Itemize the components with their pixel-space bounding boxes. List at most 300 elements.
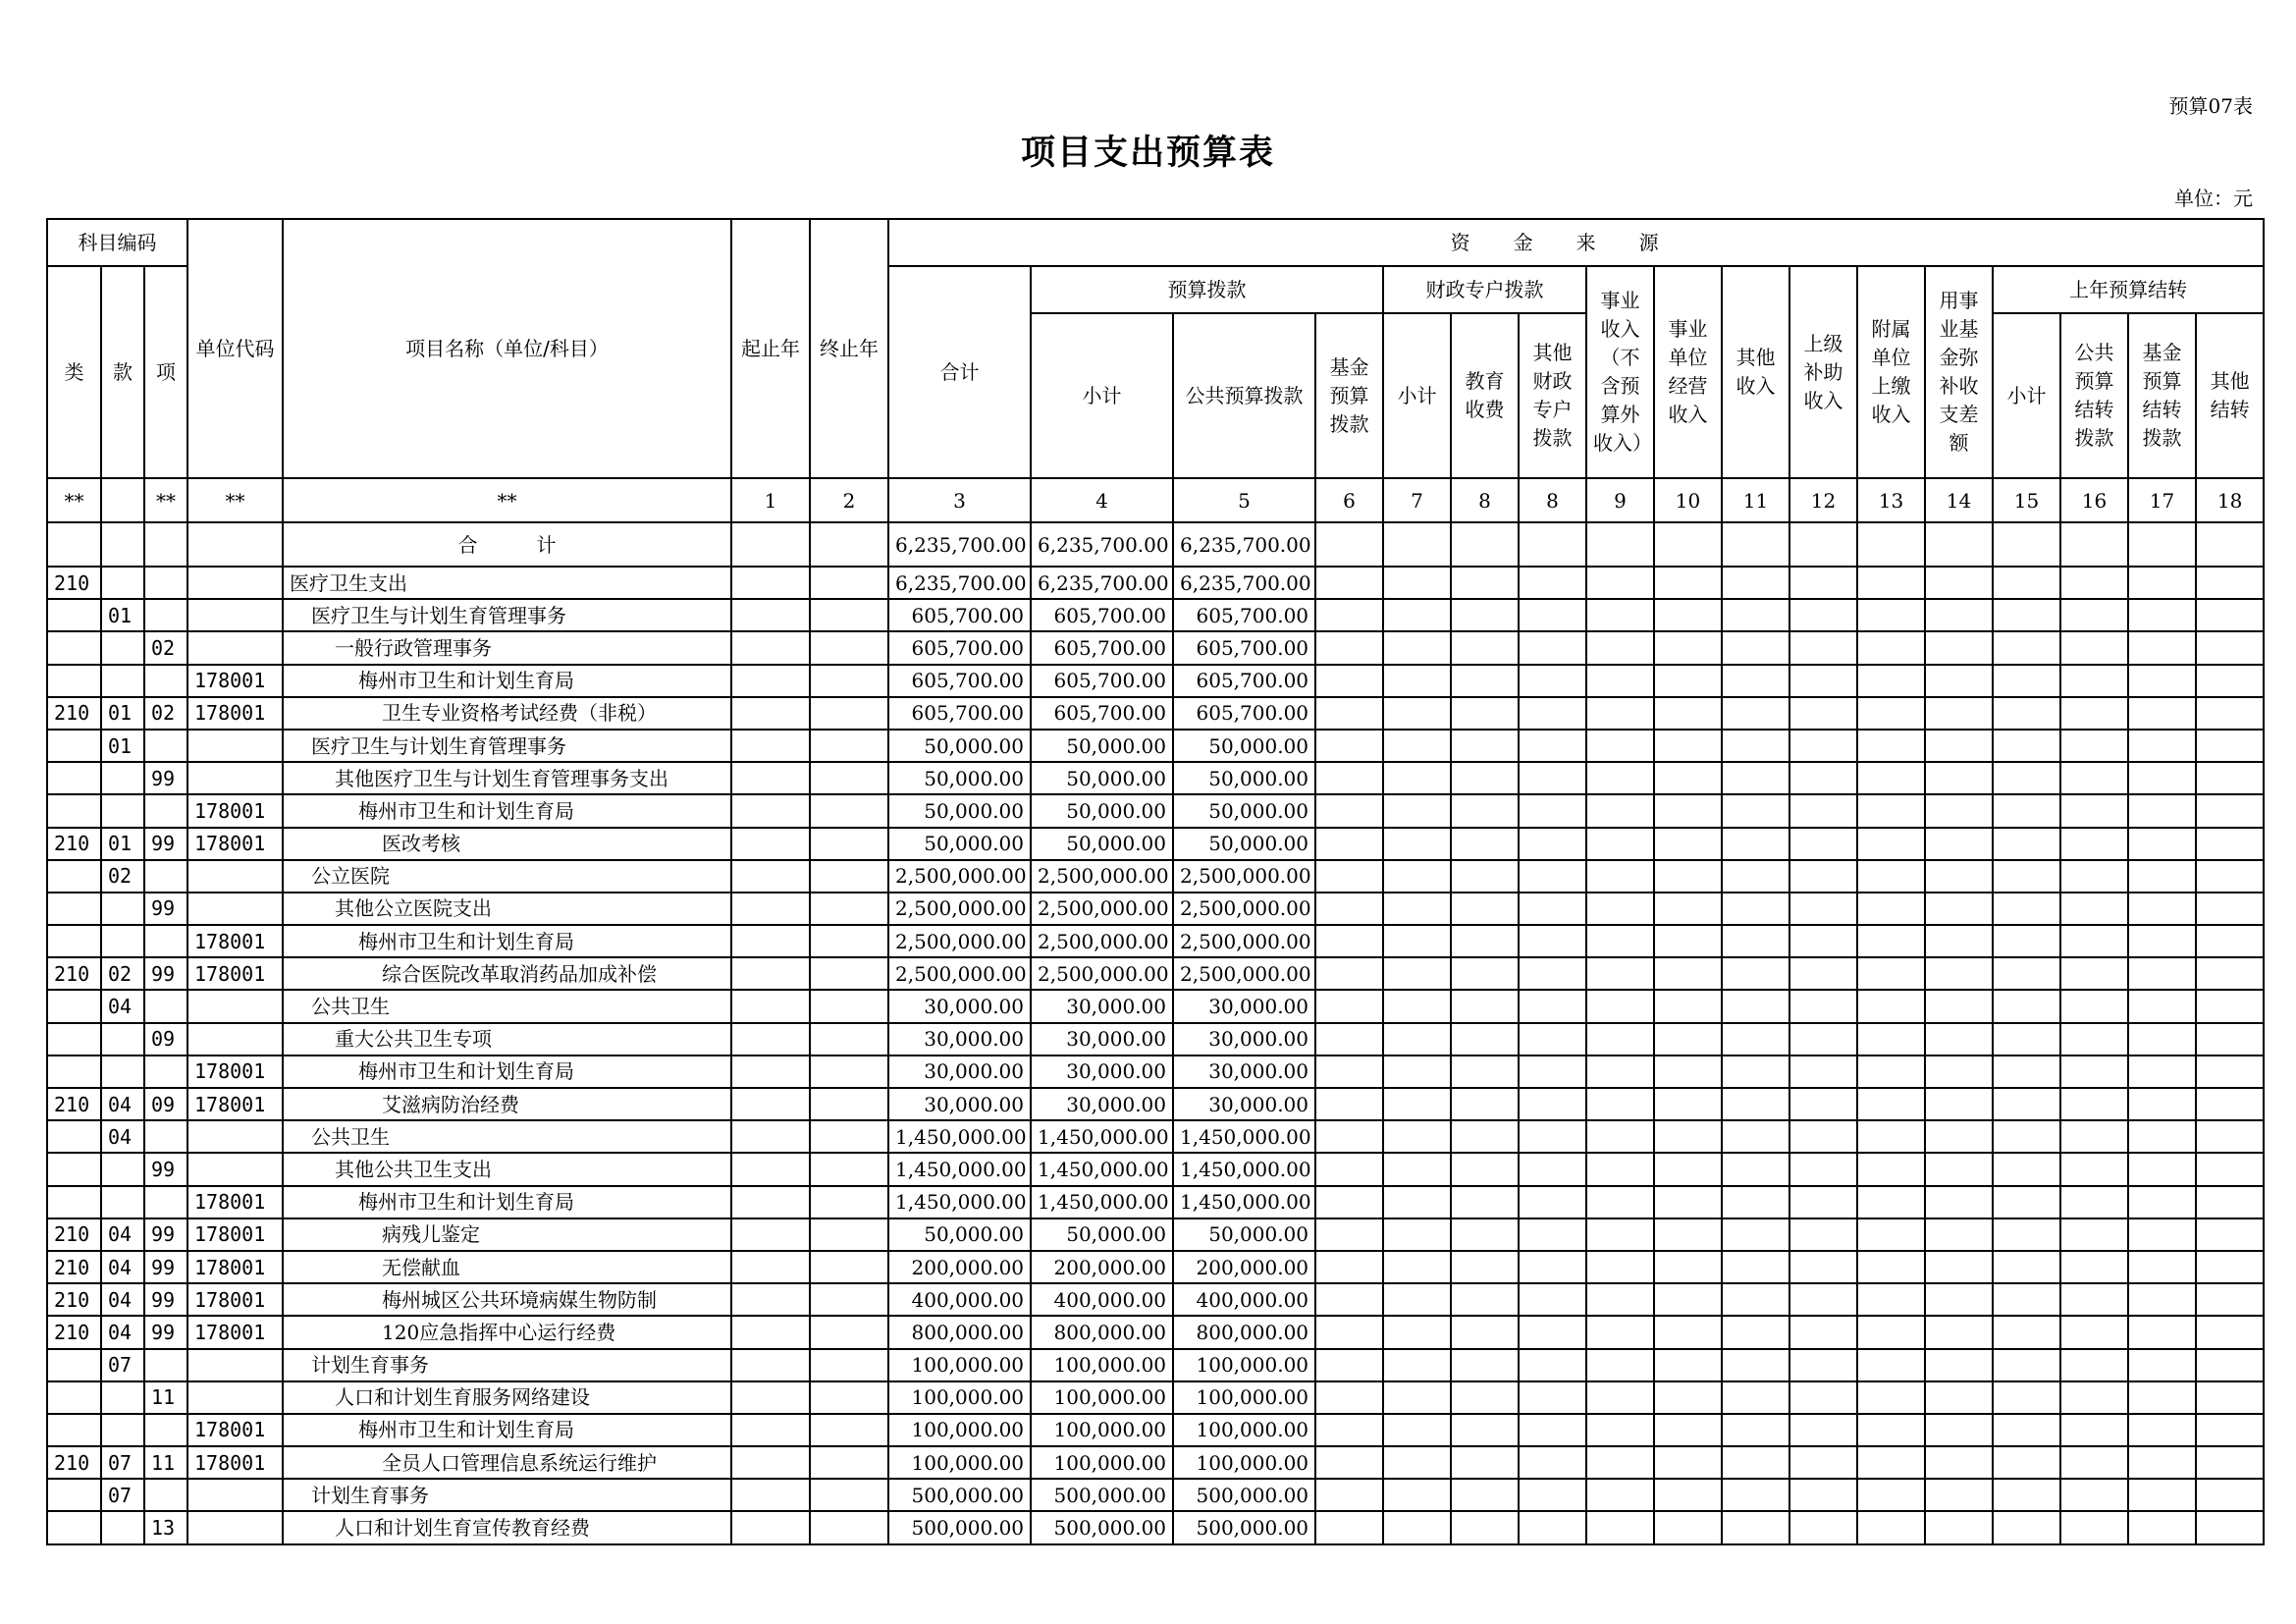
cell-xiang [144,1479,187,1511]
header-kuan: 款 [101,266,144,478]
cell-empty [1789,828,1857,860]
cell-lei [47,599,101,631]
cell-empty [1383,860,1451,893]
cell-empty [1925,1023,1993,1056]
cell-empty [187,522,283,567]
column-index-cell: 2 [810,478,888,522]
cell-subtotal: 800,000.00 [1031,1316,1173,1348]
cell-kuan [101,1511,144,1543]
cell-empty [1519,1251,1586,1283]
cell-empty [1451,1283,1519,1316]
table-row [47,599,2264,631]
cell-empty [1925,860,1993,893]
cell-empty [1654,925,1722,957]
cell-empty [2128,860,2196,893]
cell-subtotal: 2,500,000.00 [1031,925,1173,957]
cell-xiang: 09 [144,1023,187,1056]
cell-project-name: 病残儿鉴定 [283,1218,731,1251]
cell-empty [1993,1349,2060,1381]
cell-empty [1722,1056,1789,1088]
cell-empty [1857,567,1925,599]
table-row [47,1186,2264,1218]
cell-total: 50,000.00 [888,828,1031,860]
cell-empty [2196,730,2264,762]
cell-empty [2060,599,2128,631]
cell-xiang: 99 [144,1251,187,1283]
cell-empty [1722,990,1789,1022]
cell-empty [1586,957,1654,990]
cell-project-name: 医疗卫生与计划生育管理事务 [283,599,731,631]
cell-kuan: 04 [101,1283,144,1316]
header-subtotal-c: 小计 [1993,313,2060,478]
cell-public-budget: 1,450,000.00 [1173,1153,1315,1185]
cell-empty [810,522,888,567]
cell-empty [1857,665,1925,697]
column-index-cell: ** [47,478,101,522]
cell-xiang: 99 [144,1218,187,1251]
cell-end-year [810,1446,888,1479]
cell-unit-code [187,599,283,631]
cell-empty [1383,1381,1451,1414]
cell-empty [1519,990,1586,1022]
cell-public-budget: 2,500,000.00 [1173,893,1315,925]
cell-empty [1654,990,1722,1022]
cell-empty [1993,730,2060,762]
cell-empty [1315,1153,1383,1185]
cell-empty [1789,1088,1857,1120]
cell-empty [1925,1056,1993,1088]
cell-empty [1451,1251,1519,1283]
cell-subtotal: 200,000.00 [1031,1251,1173,1283]
cell-start-year [731,925,810,957]
cell-start-year [731,1218,810,1251]
cell-total: 1,450,000.00 [888,1153,1031,1185]
cell-empty [1315,730,1383,762]
cell-empty [2128,1446,2196,1479]
cell-empty [1383,697,1451,730]
cell-unit-code: 178001 [187,828,283,860]
cell-subtotal: 400,000.00 [1031,1283,1173,1316]
header-row-1 [47,219,2264,266]
cell-empty [1722,1251,1789,1283]
table-row [47,1218,2264,1251]
header-lei: 类 [47,266,101,478]
table-row [47,828,2264,860]
cell-empty [2128,697,2196,730]
cell-unit-code [187,1511,283,1543]
table-row [47,1349,2264,1381]
cell-empty [1654,860,1722,893]
cell-project-name: 人口和计划生育服务网络建设 [283,1381,731,1414]
cell-empty [1315,828,1383,860]
cell-empty [1857,1511,1925,1543]
cell-empty [1857,1349,1925,1381]
cell-empty [1451,730,1519,762]
cell-empty [2196,893,2264,925]
cell-end-year [810,631,888,664]
cell-empty [1451,957,1519,990]
cell-empty [1519,1218,1586,1251]
cell-empty [2060,1056,2128,1088]
cell-empty [1383,1414,1451,1446]
cell-lei [47,631,101,664]
cell-empty [1654,1511,1722,1543]
cell-unit-code [187,1381,283,1414]
cell-xiang: 99 [144,828,187,860]
cell-kuan: 04 [101,1120,144,1153]
cell-empty [1722,631,1789,664]
cell-empty [1654,1153,1722,1185]
cell-empty [2060,860,2128,893]
cell-empty [1993,1056,2060,1088]
cell-lei: 210 [47,1446,101,1479]
cell-public-budget: 2,500,000.00 [1173,925,1315,957]
cell-lei: 210 [47,1316,101,1348]
cell-lei: 210 [47,957,101,990]
cell-total: 605,700.00 [888,697,1031,730]
cell-public-budget: 1,450,000.00 [1173,1120,1315,1153]
cell-unit-code: 178001 [187,794,283,827]
cell-empty [1519,794,1586,827]
cell-empty [1993,1381,2060,1414]
cell-empty [1925,1316,1993,1348]
cell-empty [1857,794,1925,827]
cell-empty [101,522,144,567]
cell-empty [2060,1511,2128,1543]
cell-empty [2128,990,2196,1022]
table-row [47,1153,2264,1185]
cell-project-name: 120应急指挥中心运行经费 [283,1316,731,1348]
cell-empty [2196,957,2264,990]
cell-kuan [101,631,144,664]
cell-empty [1315,794,1383,827]
cell-project-name: 梅州市卫生和计划生育局 [283,925,731,957]
cell-empty [1383,1056,1451,1088]
cell-empty [1925,1218,1993,1251]
cell-empty [1857,990,1925,1022]
cell-lei [47,990,101,1022]
cell-xiang [144,1414,187,1446]
cell-empty [1451,893,1519,925]
cell-project-name: 综合医院改革取消药品加成补偿 [283,957,731,990]
cell-total: 2,500,000.00 [888,925,1031,957]
cell-end-year [810,828,888,860]
cell-empty [1925,828,1993,860]
cell-project-name: 梅州市卫生和计划生育局 [283,1056,731,1088]
cell-empty [2128,1511,2196,1543]
cell-empty [1789,567,1857,599]
cell-empty [2060,567,2128,599]
cell-project-name: 梅州市卫生和计划生育局 [283,794,731,827]
cell-empty [1993,1251,2060,1283]
cell-start-year [731,1381,810,1414]
cell-public-budget: 200,000.00 [1173,1251,1315,1283]
column-index-cell: 4 [1031,478,1173,522]
cell-start-year [731,794,810,827]
cell-empty [1586,1023,1654,1056]
cell-empty [1654,1414,1722,1446]
cell-empty [2196,762,2264,794]
cell-end-year [810,925,888,957]
cell-start-year [731,1056,810,1088]
cell-subtotal: 1,450,000.00 [1031,1153,1173,1185]
cell-kuan [101,567,144,599]
cell-empty [1315,567,1383,599]
cell-unit-code: 178001 [187,1316,283,1348]
cell-empty [2128,631,2196,664]
cell-empty [2196,860,2264,893]
cell-empty [1451,1153,1519,1185]
cell-end-year [810,1316,888,1348]
header-project-name: 项目名称（单位/科目） [283,219,731,478]
cell-total: 100,000.00 [888,1349,1031,1381]
cell-empty [1586,1349,1654,1381]
cell-empty [1383,925,1451,957]
cell-empty [2196,1349,2264,1381]
cell-empty [2060,665,2128,697]
cell-empty [1925,1283,1993,1316]
cell-public-budget: 50,000.00 [1173,1218,1315,1251]
cell-unit-code [187,567,283,599]
cell-empty [1993,828,2060,860]
cell-empty [2196,1153,2264,1185]
cell-empty [1586,697,1654,730]
cell-empty [731,522,810,567]
cell-empty [1722,697,1789,730]
cell-kuan: 01 [101,697,144,730]
cell-empty [1315,1316,1383,1348]
cell-empty [1586,828,1654,860]
cell-end-year [810,893,888,925]
cell-unit-code: 178001 [187,957,283,990]
cell-empty [1857,762,1925,794]
cell-empty [1925,1479,1993,1511]
cell-empty [1519,1023,1586,1056]
cell-empty [1451,794,1519,827]
cell-total: 50,000.00 [888,762,1031,794]
cell-empty [1451,1511,1519,1543]
cell-empty [1315,1088,1383,1120]
cell-total: 30,000.00 [888,990,1031,1022]
cell-project-name: 计划生育事务 [283,1349,731,1381]
cell-empty [1993,1088,2060,1120]
cell-start-year [731,599,810,631]
cell-empty [1789,1218,1857,1251]
cell-empty [1451,1186,1519,1218]
cell-kuan: 01 [101,730,144,762]
currency-unit: 单位：元 [2174,187,2253,210]
cell-empty [1315,631,1383,664]
header-budget-alloc: 预算拨款 [1031,266,1383,313]
cell-empty [1722,567,1789,599]
table-body [47,219,2264,1544]
cell-empty [1586,1414,1654,1446]
header-other-carry: 其他结转 [2196,313,2264,478]
cell-end-year [810,957,888,990]
cell-empty [1789,1120,1857,1153]
cell-empty [1383,1511,1451,1543]
column-index-cell: 18 [2196,478,2264,522]
cell-total: 100,000.00 [888,1446,1031,1479]
grand-total-amount: 6,235,700.00 [888,522,1031,567]
cell-empty [1722,1186,1789,1218]
cell-empty [1993,1283,2060,1316]
cell-public-budget: 1,450,000.00 [1173,1186,1315,1218]
header-fund-make-up: 用事业基金弥补收支差额 [1925,266,1993,478]
cell-xiang: 02 [144,697,187,730]
cell-lei [47,925,101,957]
cell-empty [2060,730,2128,762]
cell-empty [1519,860,1586,893]
cell-empty [1925,1251,1993,1283]
cell-end-year [810,1283,888,1316]
cell-empty [1519,1153,1586,1185]
cell-empty [1857,631,1925,664]
cell-empty [1519,1381,1586,1414]
table-row [47,567,2264,599]
cell-subtotal: 605,700.00 [1031,631,1173,664]
cell-start-year [731,1120,810,1153]
cell-empty [1519,1088,1586,1120]
cell-empty [1789,893,1857,925]
cell-unit-code [187,1023,283,1056]
cell-public-budget: 2,500,000.00 [1173,860,1315,893]
cell-empty [2196,1251,2264,1283]
cell-empty [1383,1479,1451,1511]
table-row [47,1056,2264,1088]
cell-kuan [101,762,144,794]
cell-xiang [144,990,187,1022]
cell-kuan: 02 [101,860,144,893]
cell-empty [2128,925,2196,957]
column-index-cell: 15 [1993,478,2060,522]
cell-kuan: 04 [101,1088,144,1120]
column-index-cell: 6 [1315,478,1383,522]
cell-empty [1451,1316,1519,1348]
cell-empty [1451,925,1519,957]
cell-empty [1451,1414,1519,1446]
cell-lei [47,1414,101,1446]
cell-empty [1586,860,1654,893]
cell-start-year [731,1186,810,1218]
cell-empty [1789,1381,1857,1414]
table-row [47,860,2264,893]
cell-total: 2,500,000.00 [888,860,1031,893]
cell-empty [1383,794,1451,827]
header-end-year: 终止年 [810,219,888,478]
cell-empty [1451,860,1519,893]
cell-empty [1789,1023,1857,1056]
cell-empty [1383,1120,1451,1153]
cell-empty [2196,522,2264,567]
cell-empty [1722,893,1789,925]
cell-subtotal: 100,000.00 [1031,1446,1173,1479]
cell-empty [2196,1088,2264,1120]
cell-unit-code: 178001 [187,1283,283,1316]
cell-empty [1315,893,1383,925]
cell-empty [2060,522,2128,567]
cell-empty [1383,567,1451,599]
cell-empty [1451,1056,1519,1088]
cell-empty [1315,1479,1383,1511]
cell-empty [1315,1511,1383,1543]
cell-lei [47,794,101,827]
cell-empty [1722,730,1789,762]
cell-empty [2060,1088,2128,1120]
cell-empty [1383,762,1451,794]
cell-empty [2196,1316,2264,1348]
cell-empty [1722,1446,1789,1479]
cell-start-year [731,1511,810,1543]
table-row [47,1120,2264,1153]
cell-unit-code [187,860,283,893]
cell-empty [1586,1283,1654,1316]
cell-subtotal: 100,000.00 [1031,1381,1173,1414]
cell-empty [1857,1153,1925,1185]
cell-end-year [810,1218,888,1251]
cell-empty [1993,1120,2060,1153]
header-start-year: 起止年 [731,219,810,478]
cell-empty [1722,828,1789,860]
cell-empty [1993,794,2060,827]
cell-empty [1993,1511,2060,1543]
cell-empty [1315,1186,1383,1218]
cell-empty [1789,631,1857,664]
cell-empty [1857,1283,1925,1316]
cell-lei: 210 [47,1218,101,1251]
cell-total: 500,000.00 [888,1511,1031,1543]
cell-empty [1315,925,1383,957]
header-funding-source: 资金来源 [888,219,2264,266]
cell-empty [1857,1251,1925,1283]
cell-public-budget: 30,000.00 [1173,1023,1315,1056]
cell-empty [1383,1251,1451,1283]
cell-empty [2060,762,2128,794]
cell-empty [1383,599,1451,631]
cell-empty [1789,1283,1857,1316]
cell-project-name: 其他公立医院支出 [283,893,731,925]
cell-project-name: 全员人口管理信息系统运行维护 [283,1446,731,1479]
table-row [47,631,2264,664]
cell-empty [1451,828,1519,860]
cell-empty [1993,762,2060,794]
cell-end-year [810,1056,888,1088]
header-last-year-carry: 上年预算结转 [1993,266,2264,313]
cell-start-year [731,1088,810,1120]
cell-empty [1925,1446,1993,1479]
cell-end-year [810,730,888,762]
cell-empty [1586,1120,1654,1153]
cell-empty [1383,631,1451,664]
cell-empty [1654,1479,1722,1511]
cell-empty [1315,1446,1383,1479]
cell-lei [47,1186,101,1218]
cell-end-year [810,1023,888,1056]
cell-empty [1789,1316,1857,1348]
cell-subtotal: 30,000.00 [1031,990,1173,1022]
cell-subtotal: 605,700.00 [1031,599,1173,631]
cell-kuan [101,1381,144,1414]
cell-empty [1857,1120,1925,1153]
cell-kuan: 07 [101,1349,144,1381]
cell-total: 50,000.00 [888,1218,1031,1251]
cell-empty [1451,1381,1519,1414]
cell-unit-code: 178001 [187,1056,283,1088]
cell-empty [1519,1414,1586,1446]
cell-kuan [101,794,144,827]
cell-empty [1993,925,2060,957]
header-public-budget: 公共预算拨款 [1173,313,1315,478]
